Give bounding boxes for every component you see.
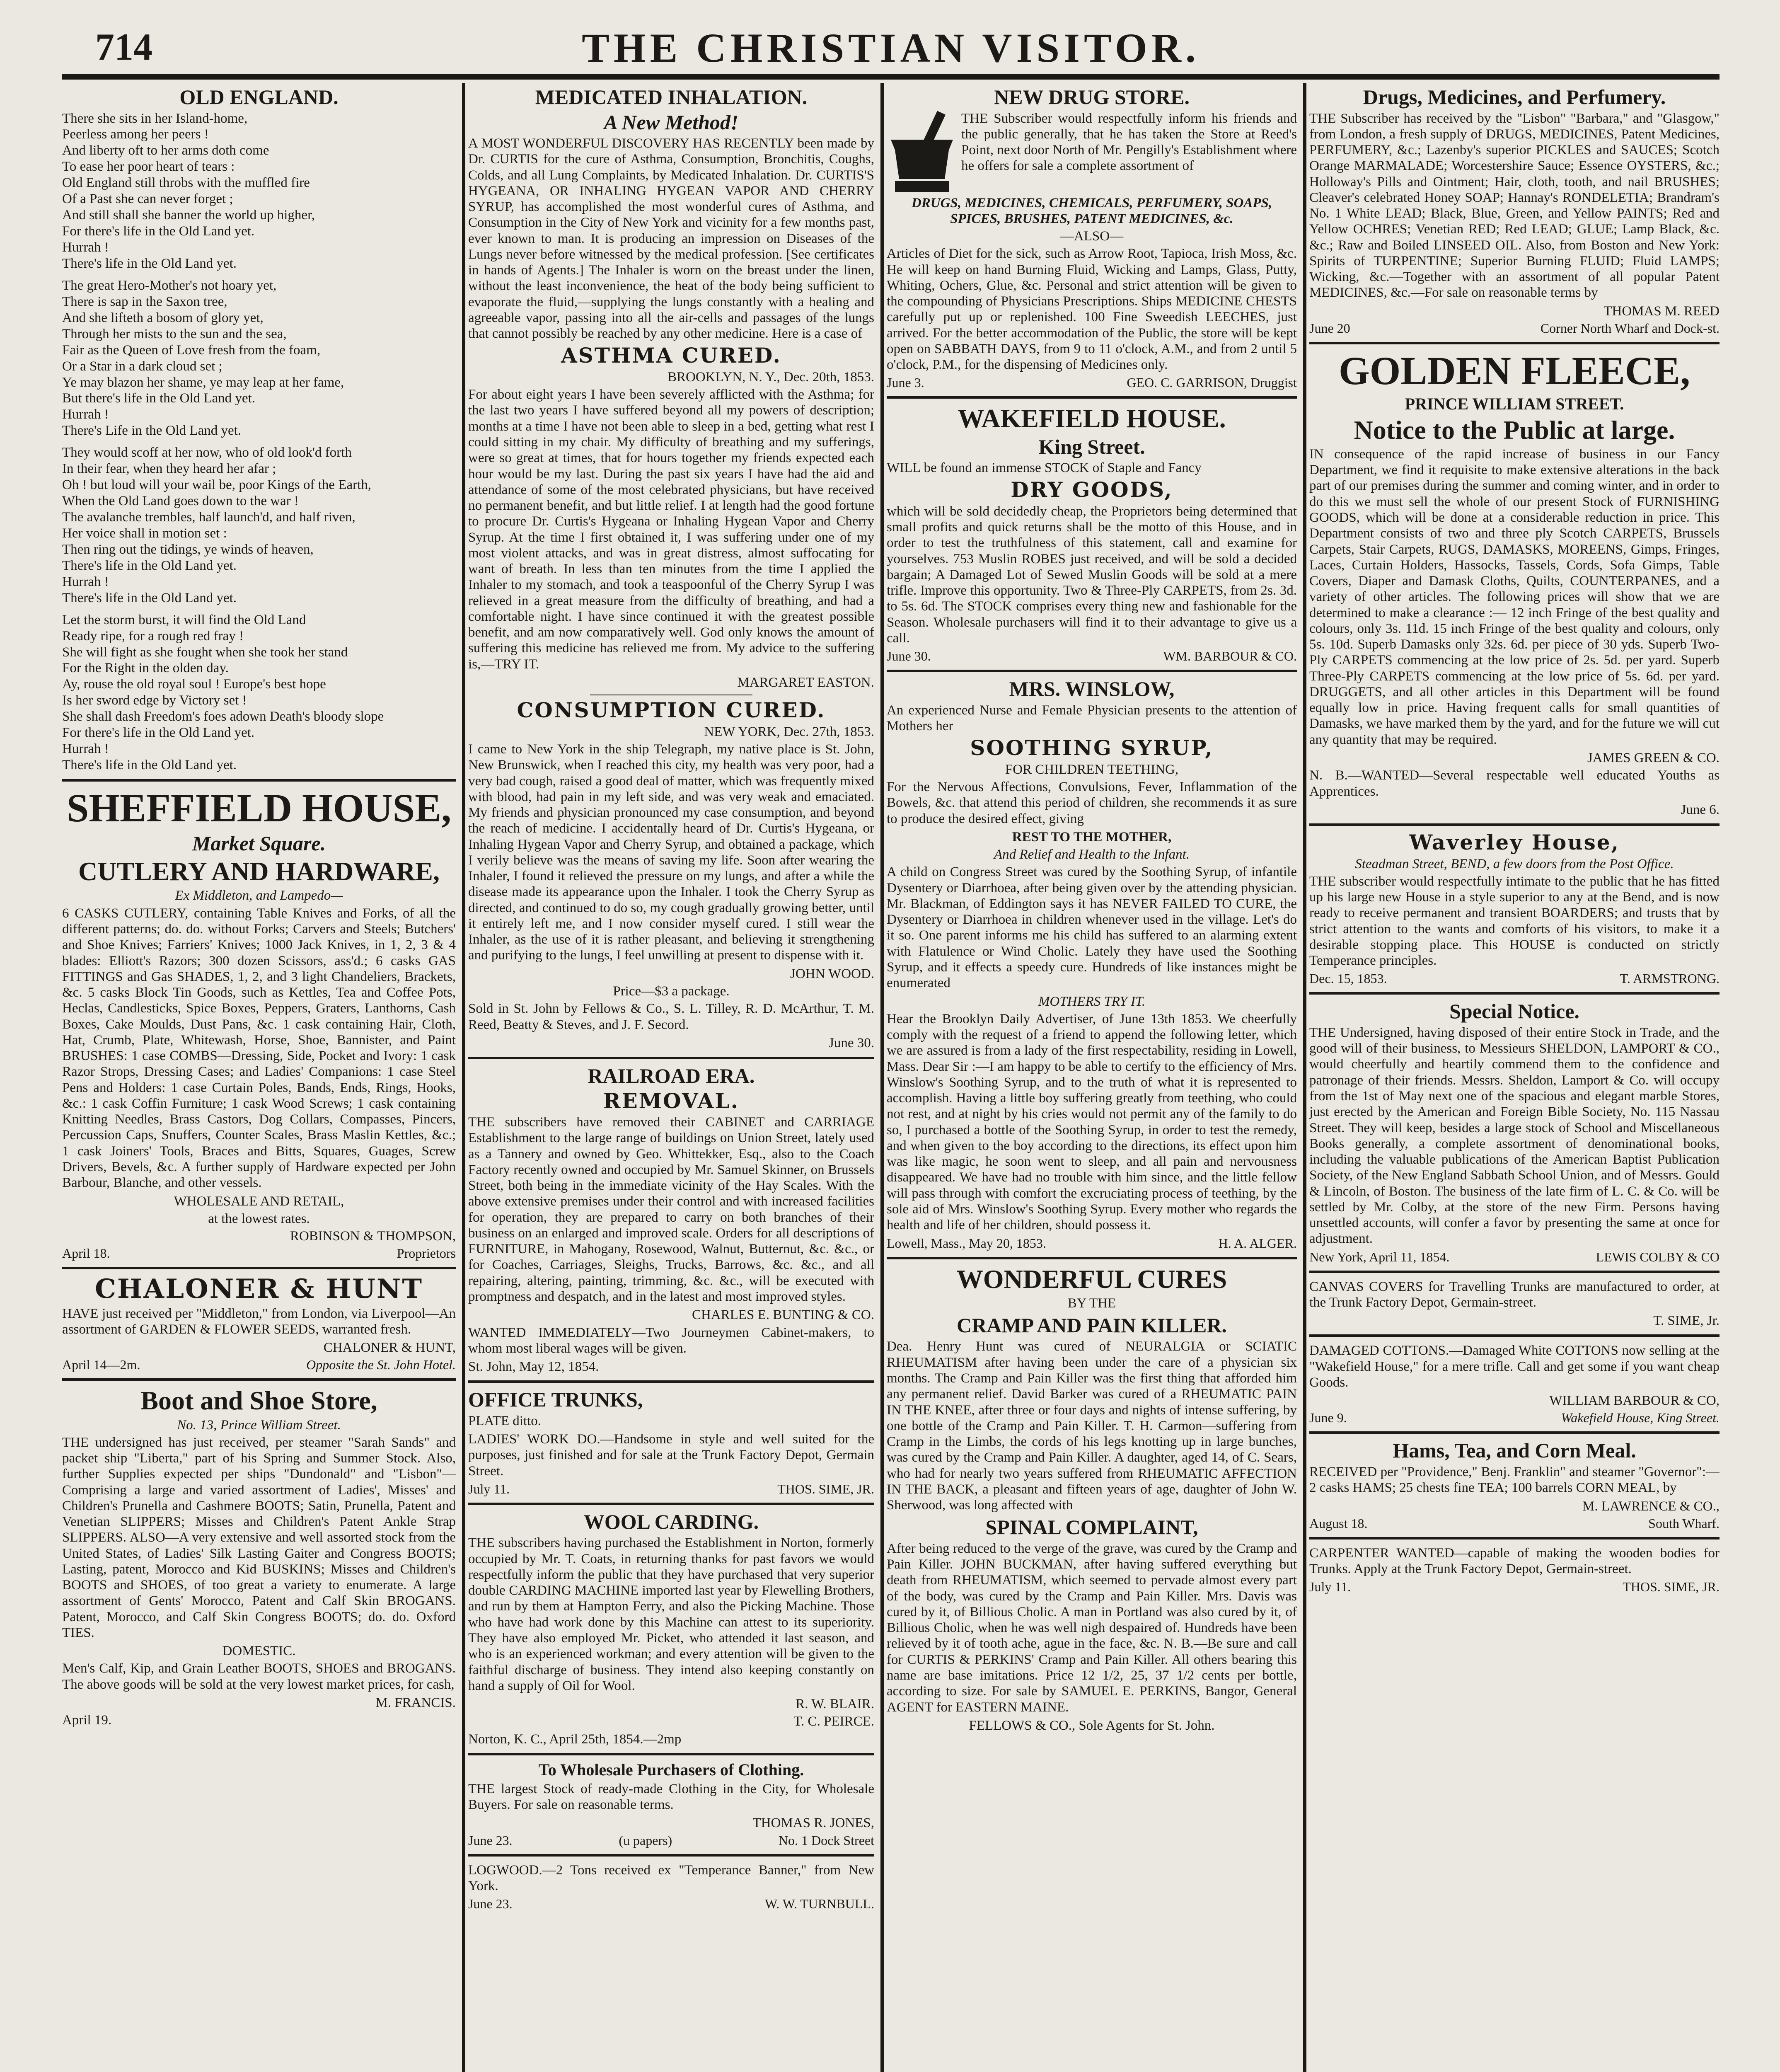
- ad-date: April 19.: [62, 1713, 112, 1728]
- ad-heading: ASTHMA CURED.: [561, 343, 781, 368]
- ad-address: Wakefield House, King Street.: [1561, 1410, 1720, 1426]
- ad-footer: [62, 1246, 456, 1261]
- ad-carpenter-wanted: [1309, 1545, 1720, 1595]
- column-2: [468, 83, 874, 2072]
- section-divider: [468, 1057, 874, 1059]
- ad-footer: [468, 1481, 874, 1497]
- ad-signature: THOMAS M. REED: [1603, 303, 1720, 319]
- ad-heading: Notice to the Public at large.: [1354, 415, 1675, 445]
- ad-date: June 30.: [829, 1035, 874, 1051]
- header-rule: [62, 74, 1720, 80]
- section-divider: [62, 779, 456, 782]
- section-divider: [468, 1380, 874, 1383]
- ad-body: After being reduced to the verge of the grave, was cured by the Cramp and Pain Killer. JOHN BUCKMAN, after having suffered everything but death from RHEUMATISM, which seemed to pervade almost every part of the body, was cured by the Cramp and Pain Killer. Mrs. Davis was cured by it, of Billious Cholic. A man in Portland was also cured by it, of Billious Cholic, when he was well nigh despaired of. Hundreds have been relieved by it of tooth ache, ague in the face, &c. N. B.—Be sure and call for CURTIS & PERKINS' Cramp and Pain Killer. All others bearing this name are base imitations. Price 12 1/2, 25, 37 1/2 cents per bottle, according to size. For sale by SAMUEL E. PERKINS, Bangor, General AGENT for EASTERN MAINE.: [887, 1541, 1297, 1715]
- ad-boot-shoe-store: [62, 1387, 456, 1728]
- ad-footer: [62, 1357, 456, 1372]
- ad-signature: THOS. SIME, JR.: [1623, 1579, 1720, 1595]
- ad-footer: [1309, 1410, 1720, 1426]
- ad-body: THE Subscriber has received by the "Lisbon" "Barbara," and "Glasgow," from London, a fresh supply of DRUGS, MEDICINES, Patent Medicines, PERFUMERY, &c.; Lazenby's superior PICKLES and SAUCES; Scotch Orange MARMALADE; Worcestershire Sauce; Essence OYSTERS, &c.; Holloway's Pills and Ointment; Hair, cloth, tooth, and nail BRUSHES; Cleaver's celebrated Honey SOAP; Hannay's RONDELETIA; Brandram's No. 1 White LEAD; Black, Blue, Green, and Yellow PAINTS; Red and Yellow OCHRES; Venetian RED; Red LEAD; GLUE; Lamp Black, &c. &c.; Raw and Boiled LINSEED OIL. Also, from Boston and New York: Spirits of TURPENTINE; Superior Burning FLUID; Fluid LAMPS; Wicking, &c.—Together with an assortment of all popular Patent MEDICINES, &c.—For sale on reasonable terms by: [1309, 111, 1720, 300]
- ad-title: SHEFFIELD HOUSE,: [66, 786, 452, 830]
- ad-signature: R. W. BLAIR.: [796, 1697, 874, 1712]
- ad-chaloner-hunt: [62, 1275, 456, 1372]
- ad-hams-tea: [1309, 1440, 1720, 1531]
- ad-signature: WILLIAM BARBOUR & CO,: [1549, 1393, 1720, 1409]
- ad-date: April 14—2m.: [62, 1357, 140, 1372]
- ad-intro: An experienced Nurse and Female Physician presents to the attention of Mothers her: [887, 702, 1297, 734]
- poem-stanza: There she sits in her Island-home, Peerless among her peers ! And liberty oft to her arms doth come To ease her poor heart of tears : Old England still throbs with the muffled fire Of a Past she can never forget ; And still shall she banner the world up higher, For there's life in the Old Land yet. Hurrah ! There's life in the Old Land yet.: [62, 111, 315, 271]
- section-divider: [1309, 342, 1720, 344]
- ad-title: Waverley House,: [1409, 830, 1620, 855]
- ad-dateline: BROOKLYN, N. Y., Dec. 20th, 1853.: [667, 369, 874, 385]
- ad-subheading: And Relief and Health to the Infant.: [994, 847, 1190, 862]
- ad-body: Men's Calf, Kip, and Grain Leather BOOTS, SHOES and BROGANS. The above goods will be sold at the very lowest market prices, for cash,: [62, 1661, 456, 1692]
- section-divider: [1309, 1334, 1720, 1337]
- ad-signature: FELLOWS & CO., Sole Agents for St. John.: [969, 1718, 1215, 1733]
- section-divider: [1309, 992, 1720, 995]
- ad-signature: MARGARET EASTON.: [737, 675, 874, 690]
- section-divider: [1309, 823, 1720, 826]
- ad-date: June 23.: [468, 1832, 513, 1848]
- page-number: 714: [95, 26, 152, 68]
- ad-heading: CONSUMPTION CURED.: [517, 698, 826, 723]
- ad-body: I came to New York in the ship Telegraph, my native place is St. John, New Brunswick, when I reached this city, my health was very poor, had a very bad cough, raised a good deal of matter, which was frequently mixed with blood, had pain in my left side, and was very weak and emaciated. My friends and physician pronounced my case consumption, and beyond the reach of medicine. I accidentally heard of Dr. Curtis's Hygeana, or Inhaling Hygean Vapor and Cherry Syrup, and obtained a package, which I verily believe was the means of saving my life. Soon after wearing the Inhaler, I found it relieved the pressure on my lungs, and after a while the disease made its appearance upon the Inhaler. I took the Cherry Syrup as directed, and continued to do so, my cough gradually growing better, until it entirely left me, and I now consider myself cured. I still wear the Inhaler, as the use of it is rather pleasant, and believing it strengthening and purifying to the lungs, I feel unwilling at present to dispense with it.: [468, 742, 874, 963]
- ad-date: June 30.: [887, 649, 931, 664]
- ad-title: MEDICATED INHALATION.: [535, 85, 808, 109]
- ad-subtitle: King Street.: [1038, 435, 1145, 458]
- ad-title: To Wholesale Purchasers of Clothing.: [538, 1760, 804, 1779]
- ad-date: Norton, K. C., April 25th, 1854.—2mp: [468, 1731, 682, 1747]
- section-divider: [887, 1257, 1297, 1259]
- ad-heading: DOMESTIC.: [222, 1644, 296, 1659]
- ad-subtitle: CRAMP AND PAIN KILLER.: [957, 1313, 1227, 1337]
- ad-subtitle: PRINCE WILLIAM STREET.: [1405, 394, 1624, 413]
- ad-rates: at the lowest rates.: [208, 1211, 310, 1226]
- ad-title: CHALONER & HUNT: [94, 1273, 423, 1305]
- ad-sheffield-house: [62, 787, 456, 1261]
- column-3: [887, 83, 1297, 2072]
- ad-title: NEW DRUG STORE.: [994, 85, 1190, 109]
- ad-golden-fleece: [1309, 350, 1720, 818]
- ad-body: For the Nervous Affections, Convulsions, Fever, Inflammation of the Bowels, &c. that attend this period of children, she recommends it as sure to produce the desired effect, giving: [887, 779, 1297, 826]
- ad-body: LOGWOOD.—2 Tons received ex "Temperance Banner," from New York.: [468, 1862, 874, 1893]
- ad-footer: [1309, 321, 1720, 336]
- section-divider: [887, 670, 1297, 672]
- ad-date: June 6.: [1681, 802, 1720, 817]
- ad-footer: [468, 1896, 874, 1912]
- ad-title: WAKEFIELD HOUSE.: [958, 404, 1226, 433]
- ad-subheading: REST TO THE MOTHER,: [1012, 829, 1172, 845]
- ad-by: BY THE: [1067, 1295, 1116, 1311]
- ad-body: THE Undersigned, having disposed of their entire Stock in Trade, and the good will of their business, to Messieurs SHELDON, LAMPORT & CO., would cheerfully and heartily commend them to the confidence and patronage of their friends. Messrs. Sheldon, Lamport & Co. will occupy from the 1st of May next one of the spacious and elegant marble Stores, just erected by the American and Foreign Bible Society, No. 115 Nassau Street. They will keep, besides a large stock of School and Miscellaneous Books generally, a complete assortment of denominational books, including the valuable publications of the American Baptist Publication Society, of the New England Sabbath School Union, and of Messrs. Gould & Lincoln, of Boston. The business of the late firm of L. C. & Co. will be settled by Mr. Colby, at the store of the new Firm. Persons having unsettled accounts, will confer a favor by presenting the same at once for adjustment.: [1309, 1025, 1720, 1247]
- section-divider: [1309, 1537, 1720, 1539]
- ad-office-trunks: [468, 1389, 874, 1497]
- ad-title: Boot and Shoe Store,: [140, 1386, 377, 1416]
- ad-signature: GEO. C. GARRISON, Druggist: [1127, 375, 1297, 390]
- poem-stanza: Let the storm burst, it will find the Old Land Ready ripe, for a rough red fray ! She will fight as she fought when she took her stand For the Right in the olden day. Ay, rouse the old royal soul ! Europe's best hope Is her sword edge by Victory set ! She shall dash Freedom's foes adown Death's bloody slope For there's life in the Old Land yet. Hurrah ! There's life in the Old Land yet.: [62, 612, 384, 773]
- masthead: THE CHRISTIAN VISITOR.: [582, 25, 1200, 71]
- poem-title: OLD ENGLAND.: [179, 85, 339, 109]
- ad-address: No. 1 Dock Street: [778, 1832, 874, 1848]
- ad-waverley-house: [1309, 832, 1720, 986]
- ad-subtitle: Market Square.: [192, 831, 326, 855]
- ad-subtitle: A New Method!: [604, 110, 739, 134]
- ad-signature: CHARLES E. BUNTING & CO.: [692, 1307, 874, 1323]
- ad-special-notice: [1309, 1000, 1720, 1264]
- poem-stanza: The great Hero-Mother's not hoary yet, There is sap in the Saxon tree, And she lifteth a bosom of glory yet, Through her mists to the sun and the sea, Fair as the Queen of Love fresh from the foam, Or a Star in a dark cloud set ; Ye may blazon her shame, ye may leap at her fame, But there's life in the Old Land yet. Hurrah ! There's Life in the Old Land yet.: [62, 278, 344, 438]
- ad-signature: LEWIS COLBY & CO: [1596, 1249, 1720, 1264]
- section-divider: [1309, 1431, 1720, 1434]
- ad-footer: [468, 1833, 874, 1848]
- section-divider: [62, 1378, 456, 1381]
- ad-address: Opposite the St. John Hotel.: [306, 1357, 456, 1372]
- ad-footer: [1309, 971, 1720, 986]
- ad-title: WOOL CARDING.: [583, 1510, 759, 1533]
- ad-heading: SOOTHING SYRUP,: [970, 736, 1214, 760]
- ad-signature: ROBINSON & THOMPSON,: [290, 1229, 456, 1244]
- ad-address: Corner North Wharf and Dock-st.: [1540, 320, 1720, 336]
- ad-wanted: WANTED IMMEDIATELY—Two Journeymen Cabinet-makers, to whom most liberal wages will be given.: [468, 1325, 874, 1356]
- ad-footer: [887, 375, 1297, 390]
- section-divider: [468, 1503, 874, 1505]
- ad-price: Price—$3 a package.: [613, 984, 730, 999]
- ad-body: THE undersigned has just received, per steamer "Sarah Sands" and packet ship "Liberta," part of his Spring and Summer Stock. Also, further Supplies expected per ships "Dundonald" and "Lisbon"—Comprising a large and varied assortment of Ladies', Misses' and Children's Prunella and Cashmere BOOTS; Satin, Prunella, Patent and Venetian SLIPPERS; Misses and Children's Patent Ankle Strap SLIPPERS. ALSO—A very extensive and well assorted stock from the United States, of Ladies' Silk Lasting Gaiter and Congress BOOTS; Lasting, patent, Morocco and Kid BUSKINS; Misses and Children's BOOTS and SHOES, of too great a variety to enumerate. A large assortment of Gents' Morocco, Patent and Calf Skin BROGANS. Patent, Morocco, and Calf Skin Congress BOOTS; do. do. Oxford TIES.: [62, 1435, 456, 1640]
- ad-signature: JAMES GREEN & CO.: [1587, 750, 1720, 765]
- ad-sale: WHOLESALE AND RETAIL,: [174, 1193, 344, 1209]
- page-header: [62, 17, 1720, 75]
- column-rule: [880, 83, 884, 2072]
- section-divider: [62, 1267, 456, 1269]
- ad-plate: PLATE ditto.: [468, 1413, 542, 1428]
- section-divider: [1309, 1271, 1720, 1273]
- ad-body: RECEIVED per "Providence," Benj. Franklin" and steamer "Governor":—2 casks HAMS; 25 chests fine TEA; 100 barrels CORN MEAL, by: [1309, 1464, 1720, 1496]
- ad-heading: SPINAL COMPLAINT,: [985, 1515, 1198, 1539]
- column-4: [1309, 83, 1720, 2072]
- ad-date: August 18.: [1309, 1515, 1368, 1531]
- ad-body: LADIES' WORK DO.—Handsome in style and well suited for the purposes, just finished and for sale at the Trunk Factory Depot, Germain Street.: [468, 1432, 874, 1479]
- ad-date: June 20: [1309, 320, 1350, 336]
- ad-date: June 23.: [468, 1896, 513, 1912]
- ad-signature: T. ARMSTRONG.: [1620, 971, 1720, 986]
- ad-wakefield-house: [887, 404, 1297, 664]
- ad-footer: [887, 649, 1297, 664]
- ad-sold: Sold in St. John by Fellows & Co., S. L. Tilley, R. D. McArthur, T. M. Reed, Beatty & Steves, and J. F. Secord.: [468, 1001, 874, 1032]
- ad-signature: T. SIME, Jr.: [1653, 1313, 1720, 1329]
- ad-date: July 11.: [1309, 1579, 1351, 1595]
- ad-title: OFFICE TRUNKS,: [468, 1388, 643, 1411]
- ad-wool-carding: [468, 1511, 874, 1747]
- ad-railroad-era: [468, 1065, 874, 1375]
- ad-body: HAVE just received per "Middleton," from London, via Liverpool—An assortment of GARDEN & FLOWER SEEDS, warranted fresh.: [62, 1306, 456, 1337]
- ad-date: June 9.: [1309, 1410, 1347, 1426]
- ad-title: GOLDEN FLEECE,: [1338, 348, 1691, 393]
- section-divider: [468, 1753, 874, 1755]
- ad-drugs-medicines: [1309, 86, 1720, 336]
- ad-signature: H. A. ALGER.: [1218, 1235, 1297, 1251]
- ad-new-drug-store: [887, 86, 1297, 390]
- ad-heading: DRY GOODS,: [1011, 477, 1173, 502]
- section-divider: [468, 1854, 874, 1857]
- ad-footer: [1309, 1516, 1720, 1531]
- ad-title: Special Notice.: [1449, 1000, 1579, 1023]
- ad-date: Lowell, Mass., May 20, 1853.: [887, 1235, 1046, 1251]
- ad-heading: REMOVAL.: [603, 1088, 739, 1113]
- poem-old-england: [62, 86, 456, 773]
- mortar-pestle-icon: [887, 111, 957, 194]
- ad-subtitle: No. 13, Prince William Street.: [177, 1417, 341, 1433]
- ad-signature: THOMAS R. JONES,: [752, 1815, 874, 1831]
- ad-mrs-winslow: [887, 678, 1297, 1251]
- ad-date: Dec. 15, 1853.: [1309, 971, 1387, 986]
- ad-wonderful-cures: [887, 1265, 1297, 1734]
- ad-signature: M. LAWRENCE & CO.,: [1582, 1498, 1720, 1514]
- ad-body: THE largest Stock of ready-made Clothing in the City, for Wholesale Buyers. For sale on reasonable terms.: [468, 1781, 874, 1813]
- ad-body: THE subscribers having purchased the Establishment in Norton, formerly occupied by Mr. T. Coats, in returning thanks for past favors we would respectfully inform the public that they have purchased that very superior double CARDING MACHINE imported last year by Flewelling Brothers, and run by them at Hampton Ferry, and also the Picking Machine. Those who have had work done by this Machine can attest to its superiority. They have also employed Mr. Picket, who attended it last season, and who is an experienced workman; and every attention will be given to the faithful discharge of business. They intend also keeping constantly on hand a supply of Oil for Wool.: [468, 1535, 874, 1693]
- ad-heading: CUTLERY AND HARDWARE,: [78, 857, 440, 886]
- ad-wholesale-clothing: [468, 1761, 874, 1848]
- ad-canvas-covers: [1309, 1279, 1720, 1329]
- ad-body: A child on Congress Street was cured by the Soothing Syrup, of infantile Dysentery or Diarrhoea, after being given over by the attending physician. Mr. Blackman, of Eddington says it has NEVER FAILED TO CURE, the Dysentery or Diarrhoea in children whenever used in the village. Let's do it so. One parent informs me his child has suffered to an alarming extent with Flatulence or Wind Cholic. Lately they have used the Soothing Syrup, and it effects a speedy cure. Hundreds of like instances might be enumerated: [887, 864, 1297, 991]
- ad-signature: T. C. PEIRCE.: [793, 1714, 874, 1729]
- ad-body: CANVAS COVERS for Travelling Trunks are manufactured to order, at the Trunk Factory Depot, Germain-street.: [1309, 1279, 1720, 1310]
- ad-ships: Ex Middleton, and Lampedo—: [175, 888, 343, 903]
- ad-date: New York, April 11, 1854.: [1309, 1249, 1450, 1264]
- ad-title: Hams, Tea, and Corn Meal.: [1393, 1439, 1636, 1462]
- ad-role: Proprietors: [397, 1246, 456, 1261]
- ad-also: —ALSO—: [1060, 229, 1124, 244]
- poem-stanza: They would scoff at her now, who of old look'd forth In their fear, when they heard her afar ; Oh ! but loud will your wail be, poor Kings of the Earth, When the Old Land goes down to the war ! The avalanche trembles, half launch'd, and half riven, Her voice shall in motion set : Then ring out the tidings, ye winds of heaven, There's life in the Old Land yet. Hurrah ! There's life in the Old Land yet.: [62, 445, 372, 605]
- ad-title: MRS. WINSLOW,: [1009, 677, 1175, 701]
- ad-title: RAILROAD ERA.: [588, 1064, 755, 1088]
- ad-date: June 3.: [887, 375, 924, 390]
- ad-dateline: NEW YORK, Dec. 27th, 1853.: [704, 724, 874, 739]
- ad-signature: CHALONER & HUNT,: [323, 1340, 456, 1356]
- ad-subtitle: Steadman Street, BEND, a few doors from the Post Office.: [1355, 856, 1674, 871]
- section-divider: [887, 396, 1297, 399]
- ad-subheading: FOR CHILDREN TEETHING,: [1005, 762, 1179, 777]
- ad-intro: WILL be found an immense STOCK of Staple and Fancy: [887, 460, 1202, 476]
- ad-logwood: [468, 1862, 874, 1912]
- ad-body: A MOST WONDERFUL DISCOVERY HAS RECENTLY been made by Dr. CURTIS for the cure of Asthma, Consumption, Bronchitis, Coughs, Colds, and all Lung Complaints, by Medicated Inhalation. Dr. CURTIS'S HYGEANA, OR INHALING HYGEAN VAPOR AND CHERRY SYRUP, has accomplished the most wonderful cures of Asthma, and Consumption in the City of New York and vicinity for a few months past, ever known to man. It is producing an impression on Diseases of the Lungs never before witnessed by the medical profession. [See certificates in hands of Agents.] The Inhaler is worn on the breast under the linen, without the least inconvenience, the heat of the body being sufficient to evaporate the fluid,—supplying the lungs constantly with a healing and agreeable vapor, passing into all the air-cells and passages of the lungs that cannot possibly be reached by any other medicine. Here is a case of: [468, 136, 874, 341]
- ad-body: THE subscriber would respectfully intimate to the public that he has fitted up his large new House in a style superior to any at the Bend, and is now ready to receive permanent and transient BOARDERS; and trusts that by strict attention to the wants and comforts of his visitors, to make it a desirable stopping place. This HOUSE is conducted on strictly Temperance principles.: [1309, 874, 1720, 968]
- ad-body: which will be sold decidedly cheap, the Proprietors being determined that small profits and quick returns shall be the motto of this House, and in order to test the truthfulness of this statement, call and examine for yourselves. 753 Muslin ROBES just received, and will be sold a decided bargain; A Damaged Lot of Sewed Muslin Goods will be sold at a mere trifle. Improve this opportunity. Two & Three-Ply CARPETS, from 2s. 3d. to 5s. 6d. The STOCK comprises every thing new and fashionable for the Season. Wholesale purchasers will find it to their advantage to give us a call.: [887, 503, 1297, 646]
- ad-papers: (u papers): [619, 1832, 672, 1848]
- ad-signature: THOS. SIME, JR.: [777, 1481, 874, 1496]
- ad-address: South Wharf.: [1648, 1515, 1720, 1531]
- ad-body: THE subscribers have removed their CABINET and CARRIAGE Establishment to the large range of buildings on Union Street, lately used as a Tannery and owned by Geo. Whittekker, Esq., also to the Coach Factory recently owned and occupied by Mr. Samuel Skinner, on Brussels Street, both being in the immediate vicinity of the Hay Scales. With the above extensive premises under their control and with increased facilities for operation, they are prepared to carry on both branches of their business on an enlarged and improved scale. Orders for all descriptions of FURNITURE, in Mahogany, Rosewood, Walnut, Butternut, &c. &c., or for Coaches, Carriages, Sleighs, Trucks, Barrows, &c. &c., and all repairing, altering, painting, trimming, &c. &c., will be executed with promptness and despatch, and in the latest and most improved styles.: [468, 1115, 874, 1304]
- ad-body: Dea. Henry Hunt was cured of NEURALGIA or SCIATIC RHEUMATISM after having been under the care of a physician six months. The Cramp and Pain Killer was the first thing that afforded him any permanent relief. David Barker was cured of a RHEUMATIC PAIN IN THE KNEE, after three or four days and nights of intense suffering, by one bottle of the Cramp and Pain Killer. T. H. Carmon—suffering from Cramp in the Limbs, the cords of his legs knotting up in large bunches, was cured by the Cramp and Pain Killer. A daughter, aged 14, of C. Sears, who had for nearly two years suffered from RHEUMATIC AFFECTION IN THE BACK, a pleasant and fifteen years of age, daughter of John W. Sherwood, was long affected with: [887, 1339, 1297, 1513]
- column-rule: [462, 83, 465, 2072]
- ad-footer: [1309, 1579, 1720, 1595]
- ad-damaged-cottons: [1309, 1343, 1720, 1426]
- ad-subheading: MOTHERS TRY IT.: [1038, 994, 1146, 1009]
- ad-body: THE Subscriber would respectfully inform his friends and the public generally, that he has taken the Store at Reed's Point, next door North of Mr. Pengilly's Establishment where he offers for sale a complete assortment of: [961, 111, 1297, 174]
- ad-body: CARPENTER WANTED—capable of making the wooden bodies for Trunks. Apply at the Trunk Factory Depot, Germain-street.: [1309, 1545, 1720, 1577]
- ad-body: DAMAGED COTTONS.—Damaged White COTTONS now selling at the "Wakefield House," for a mere trifle. Call and get some if you want cheap Goods.: [1309, 1343, 1720, 1390]
- ad-title: WONDERFUL CURES: [956, 1264, 1227, 1294]
- ad-footer: [887, 1236, 1297, 1251]
- ad-body: Articles of Diet for the sick, such as Arrow Root, Tapioca, Irish Moss, &c. He will keep on hand Burning Fluid, Wicking and Lamps, Glass, Putty, Whiting, Ochers, Glue, &c. Personal and strict attention will be given to the compounding of Physicians Prescriptions. Ships MEDICINE CHESTS carefully put up or replenished. 100 Fine Sweedish LEECHES, just arrived. For the better accommodation of the Public, the store will be kept open on SABBATH DAYS, from 9 to 11 o'clock, A.M., and from 2 until 5 o'clock, P.M., for the dispensing of Medicines only.: [887, 246, 1297, 373]
- ad-signature: JOHN WOOD.: [790, 966, 874, 981]
- ad-footer: [1309, 1249, 1720, 1265]
- column-1: [62, 83, 456, 2072]
- ad-body: IN consequence of the rapid increase of business in our Fancy Department, we find it requisite to make extensive alterations in the back part of our premises during the summer and coming winter, and in order to do this we must sell the whole of our present Stock of FURNISHING GOODS, which will be done at a considerable reduction in price. This Department consists of two and three ply Scotch CARPETS, Brussels Carpets, Stair Carpets, RUGS, DAMASKS, MOREENS, Gimps, Fringes, Laces, Curtain Holders, Hassocks, Tassels, Cords, Sofa Gimps, Table Covers, Diaper and Damask Cloths, Quilts, COUNTERPANES, and a variety of other articles. The following prices will show that we are determined to make a clearance :— 12 inch Fringe of the best quality and colours, only 3s. 11d. 15 inch Fringe of the best quality and colours, only 5s. 10d. Superb Damasks only 32s. 6d. per piece of 30 yds. Superb Two-Ply CARPETS commencing at the low price of 2s. 5d. per yard. Superb Three-Ply CARPETS commencing at the low price of 5s. 6d. per yard. DRUGGETS, and all other articles in this Department will be found equally low in price. Having frequent calls for small quantities of Damasks, we have marked them by the yard, and for the future we will cut any quantity that may be required.: [1309, 446, 1720, 747]
- ad-date: April 18.: [62, 1246, 110, 1261]
- ad-body: Hear the Brooklyn Daily Advertiser, of June 13th 1853. We cheerfully comply with the request of a friend to append the following letter, which we are assured is from a lady of the first respectability, residing in Lowell, Mass. Dear Sir :—I am happy to be able to certify to the efficiency of Mrs. Winslow's Soothing Syrup, and to the truth of what it is represented to accomplish. Having a little boy suffering greatly from teething, who could not rest, and at night by his cries would not permit any of the family to do so, I purchased a bottle of the Soothing Syrup, in order to test the remedy, and when given to the boy according to the directions, its effect upon him was like magic, he soon went to sleep, and all pain and nervousness disappeared. We have had no trouble with him since, and the little fellow will pass through with comfort the excruciating process of teething, by the sole aid of Mrs. Winslow's Soothing Syrup. Every mother who regards the health and life of her children, should possess it.: [887, 1011, 1297, 1233]
- ad-body: 6 CASKS CUTLERY, containing Table Knives and Forks, of all the different patterns; do. do. without Forks; Carvers and Steels; Butchers' and Shoe Knives; Farriers' Knives; 1000 Jack Knives, in 1, 2, 3 & 4 blades: Elliott's Razors; 300 dozen Scissors, ass'd.; 6 casks GAS FITTINGS and Gas SHADES, 1, 2, and 3 light Chandeliers, Brackets, &c. 5 casks Block Tin Goods, such as Kettles, Tea and Coffee Pots, Heclas, Candlesticks, Spice Boxes, Peppers, Graters, Lanthorns, Cash Boxes, Cake Moulds, Dust Pans, &c. 1 cask containing Hair, Cloth, Hat, Crumb, Plate, Whitewash, Horse, Shoe, Bannister, and Paint BRUSHES: 1 case COMBS—Dressing, Side, Pocket and Ivory: 1 cask Razor Strops, Dressing Cases; and Ladies' Companions: 1 case Steel Pens and Holders: 1 case Curtain Poles, Bands, Ends, Rings, Hooks, &c.: 1 cask Coffin Furniture; 1 cask Wood Screws; 1 cask containing Knitting Needles, Brass Castors, Dog Collars, Compasses, Pincers, Percussion Caps, Snuffers, Counter Scales, Brass Maslin Kettles, &c.; 1 cask Joiners' Tools, Braces and Bitts, Squares, Guages, Screw Drivers, Bevels, &c. A further supply of Hardware expected per John Barbour, Blanche, and other vessels.: [62, 905, 456, 1191]
- ad-body: For about eight years I have been severely afflicted with the Asthma; for the last two years I have suffered beyond all my powers of description; months at a time I have not been able to sleep in a bed, getting what rest I could sitting in my chair. My difficulty of breathing and my sufferings, were so great at times, that for hours together my friends expected each hour would be my last. During the past six years I have had the aid and attendance of some of the most celebrated physicians, but have received no permanent benefit, and but little relief. I at length had the good fortune to procure Dr. Curtis's Hygeana or Inhaling Hygean Vapor and Cherry Syrup. At the time I first obtained it, I was suffering under one of my most violent attacks, and was in great distress, almost suffocating for want of breath. In less than ten minutes from the time I applied the Inhaler to my stomach, and took a teaspoonful of the Cherry Syrup I was relieved in a great measure from the difficulty of breathing, and had a comfortable night. I have since continued it with the greatest possible benefit, and am now comparatively well. God only knows the amount of suffering this medicine has relieved me from. My advice to the suffering is,—TRY IT.: [468, 387, 874, 672]
- ad-date: St. John, May 12, 1854.: [468, 1359, 599, 1375]
- ad-signature: W. W. TURNBULL.: [764, 1896, 874, 1912]
- ad-date: July 11.: [468, 1481, 510, 1496]
- ad-medicated-inhalation: [468, 86, 874, 1051]
- ad-wanted: N. B.—WANTED—Several respectable well educated Youths as Apprentices.: [1309, 768, 1720, 799]
- ad-signature: M. FRANCIS.: [375, 1695, 456, 1711]
- column-rule: [1303, 83, 1306, 2072]
- ad-title: Drugs, Medicines, and Perfumery.: [1363, 85, 1666, 109]
- ad-list: DRUGS, MEDICINES, CHEMICALS, PERFUMERY, SOAPS, SPICES, BRUSHES, PATENT MEDICINES, &c.: [911, 195, 1272, 226]
- ad-signature: WM. BARBOUR & CO.: [1163, 649, 1297, 664]
